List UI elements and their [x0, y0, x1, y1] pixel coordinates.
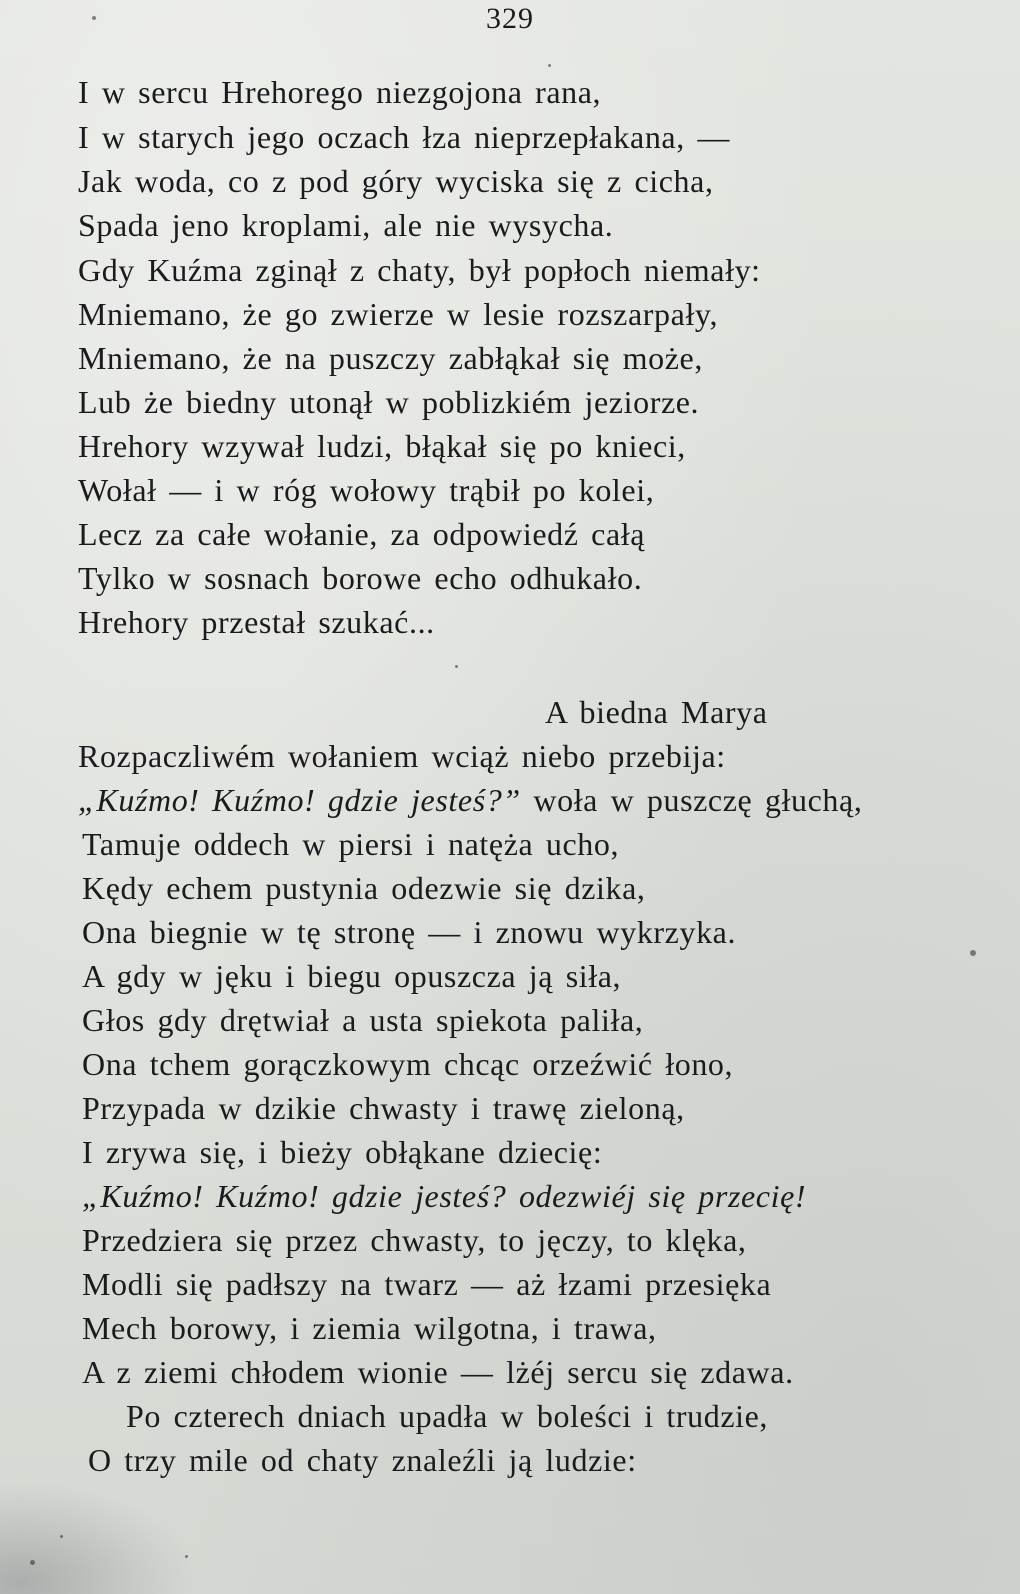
verse-segment: I w starych jego oczach łza nieprzepłakana, — [78, 119, 731, 155]
verse-line [78, 338, 703, 378]
verse-segment: Wołał — i w róg wołowy trąbił po kolei, [78, 472, 655, 508]
verse-segment: Mech borowy, i ziemia wilgotna, i trawa, [82, 1310, 657, 1346]
verse-line [82, 1264, 771, 1304]
verse-line [78, 736, 726, 776]
verse-segment: Głos gdy drętwiał a usta spiekota paliła, [82, 1002, 644, 1038]
verse-line [78, 250, 761, 290]
verse-line [82, 824, 619, 864]
verse-segment: Spada jeno kroplami, ale nie wysycha. [78, 207, 614, 243]
verse-segment-italic: „Kuźmo! Kuźmo! gdzie jesteś? odezwiéj się przecię! [82, 1178, 807, 1214]
ink-speck [92, 16, 96, 20]
verse-segment: Hrehory przestał szukać... [78, 604, 435, 640]
verse-line [82, 1308, 657, 1348]
verse-segment: Mniemano, że go zwierze w lesie rozszarpały, [78, 296, 719, 332]
verse-line [82, 956, 621, 996]
page-number: 329 [486, 2, 534, 35]
ink-speck [30, 1560, 35, 1565]
verse-segment: Ona tchem gorączkowym chcąc orzeźwić łono, [82, 1046, 734, 1082]
verse-segment: Lecz za całe wołanie, za odpowiedź całą [78, 516, 646, 552]
verse-segment-italic: „Kuźmo! Kuźmo! gdzie jesteś?” [78, 782, 521, 818]
verse-segment: A biedna Marya [545, 694, 768, 730]
verse-line [82, 1220, 747, 1260]
verse-line [82, 1000, 643, 1040]
verse-line [88, 1440, 637, 1480]
verse-segment: Rozpaczliwém wołaniem wciąż niebo przebija: [78, 738, 726, 774]
verse-segment: A z ziemi chłodem wionie — lżéj sercu się zdawa. [82, 1354, 794, 1390]
verse-line [82, 868, 646, 908]
verse-line [82, 1176, 806, 1216]
ink-speck [970, 950, 976, 956]
verse-segment: I w sercu Hrehorego niezgojona rana, [78, 74, 602, 110]
verse-line [78, 161, 714, 201]
verse-line [78, 205, 613, 245]
verse-segment: Po czterech dniach upadła w boleści i trudzie, [126, 1398, 769, 1434]
verse-line [78, 602, 435, 642]
verse-line [82, 1352, 794, 1392]
ink-speck [185, 1555, 188, 1558]
verse-segment: A gdy w jęku i biegu opuszcza ją siła, [82, 958, 622, 994]
ink-speck [455, 665, 458, 668]
verse-line [78, 72, 601, 112]
ink-speck [60, 1535, 63, 1538]
verse-segment: Hrehory wzywał ludzi, błąkał się po knieci, [78, 428, 686, 464]
verse-segment: Przedziera się przez chwasty, to jęczy, to klęka, [82, 1222, 747, 1258]
verse-segment: I zrywa się, i bieży obłąkane dziecię: [82, 1134, 603, 1170]
verse-segment: Mniemano, że na puszczy zabłąkał się może, [78, 340, 703, 376]
verse-segment: Jak woda, co z pod góry wyciska się z cicha, [78, 163, 714, 199]
verse-segment: Gdy Kuźma zginął z chaty, był popłoch niemały: [78, 252, 761, 288]
verse-line [82, 1044, 733, 1084]
verse-line [78, 426, 686, 466]
verse-segment: Ona biegnie w tę stronę — i znowu wykrzyka. [82, 914, 737, 950]
verse-segment: Kędy echem pustynia odezwie się dzika, [82, 870, 646, 906]
verse-line [82, 912, 736, 952]
verse-segment: Przypada w dzikie chwasty i trawę zieloną, [82, 1090, 685, 1126]
verse-segment: Tylko w sosnach borowe echo odhukało. [78, 560, 643, 596]
ink-speck [548, 64, 551, 67]
verse-line [78, 294, 718, 334]
verse-line [78, 382, 699, 422]
bleed-through-text [905, 60, 1020, 580]
verse-line [78, 514, 645, 554]
verse-line [78, 470, 654, 510]
verse-segment: Modli się padłszy na twarz — aż łzami przesięka [82, 1266, 772, 1302]
verse-line [78, 780, 862, 820]
verse-line [78, 117, 730, 157]
verse-line [78, 558, 642, 598]
page-stain [0, 1480, 200, 1594]
verse-line [82, 1088, 685, 1128]
verse-line [126, 1396, 768, 1436]
verse-segment: O trzy mile od chaty znaleźli ją ludzie: [88, 1442, 637, 1478]
verse-line [545, 692, 768, 732]
verse-segment: Tamuje oddech w piersi i natęża ucho, [82, 826, 620, 862]
verse-line [82, 1132, 602, 1172]
verse-segment: Lub że biedny utonął w poblizkiém jeziorze. [78, 384, 700, 420]
verse-segment: woła w puszczę głuchą, [520, 782, 863, 818]
